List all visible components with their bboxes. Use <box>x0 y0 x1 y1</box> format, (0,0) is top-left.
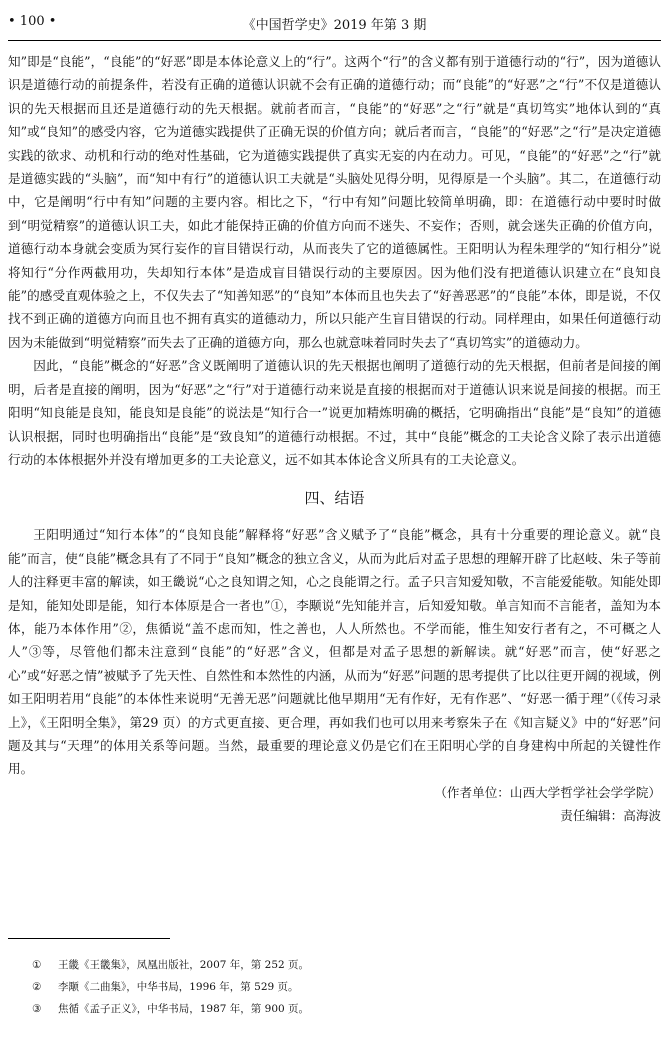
section-title: 四、结语 <box>304 489 365 508</box>
footnote-text: 焦循《孟子正义》，中华书局，1987 年，第 900 页。 <box>58 1003 310 1015</box>
footnote-mark: ① <box>32 959 42 971</box>
body-paragraph: 因此，“良能”概念的“好恶”含义既阐明了道德认识的先天根据也阐明了道德行动的先天根据，但前者是间接的阐明，后者是直接的阐明，因为“好恶”之“行”对于道德行动来说是直接的根据而对于道德认识来说是间接的根据。而王阳明“知良能是良知，能良知是良能”的说法是“知行合一”说更加精炼明确的概括，它明确指出“良能”是“良知”的道德认识根据，同时也明确指出“良能”是“致良知”的道德行动根据。不过，其中“良能”概念的工夫论含义除了表示出道德行动的本体根据外并没有增加更多的工夫论意义，远不如其本体论含义所具有的工夫论意义。 <box>8 358 661 467</box>
footnotes <box>32 954 309 1020</box>
page-number: • 100 • <box>8 14 57 29</box>
conclusion-paragraph: 王阳明通过“知行本体”的“良知良能”解释将“好恶”含义赋予了“良能”概念，具有十分重要的理论意义。就“良能”而言，使“良能”概念具有了不同于“良知”概念的独立含义，从而为此后对孟子思想的理解开辟了比赵岐、朱子等前人的注释更丰富的解读，如王畿说“心之良知谓之知，心之良能谓之行。孟子只言知爱知敬，不言能爱能敬。知能处即是知，能知处即是能，知行本体原是合一者也”①，李颙说“先知能并言，后知爱知敬。单言知而不言能者，盖知为本体，能乃本体作用”②，焦循说“盖不虑而知，性之善也，人人所然也。不学而能，惟生知安行者有之，不可概之人人”③等，尽管他们都未注意到“良能”的“好恶”含义，但都是对孟子思想的新解读。就“好恶”而言，使“好恶之心”或“好恶之情”被赋予了先天性、自然性和本然性的内涵，从而为“好恶”问题的思考提供了比以往更开阔的视域，例如王阳明若用“良能”的本体性来说明“无善无恶”问题就比他早期用“无有作好，无有作恶”、“好恶一循于理”（《传习录上》，《王阳明全集》，第29 页）的方式更直接、更合理，再如我们也可以用来考察朱子在《知言疑义》中的“好恶”问题及其与“天理”的体用关系等问题。当然，最重要的理论意义仍是它们在王阳明心学的自身建构中所起的关键性作用。 <box>8 527 661 777</box>
article-body <box>8 50 661 828</box>
footnote-text: 王畿《王畿集》，凤凰出版社，2007 年，第 252 页。 <box>58 959 310 971</box>
footnote <box>32 976 309 998</box>
footnote-mark: ③ <box>32 1003 42 1015</box>
author-affiliation: （作者单位：山西大学哲学社会学学院） <box>434 784 661 800</box>
journal-title: 《中国哲学史》2019 年第 3 期 <box>242 18 427 33</box>
responsible-editor: 责任编辑：高海波 <box>560 808 661 824</box>
footnote-text: 李颙《二曲集》，中华书局，1996 年，第 529 页。 <box>58 981 299 993</box>
running-header <box>8 14 661 40</box>
header-rule <box>8 40 661 41</box>
footnote <box>32 954 309 976</box>
body-paragraph: 知”即是“良能”，“良能”的“好恶”即是本体论意义上的“行”。这两个“行”的含义都有别于道德行动的“行”，因为道德认识是道德行动的前提条件，若没有正确的道德认识就不会有正确的道德行动；而“良能”的“好恶”之“行”不仅是道德认识的先天根据而且还是道德行动的先天根据。就前者而言，“良能”的“好恶”之“行”就是“真切笃实”地体认到的“真知”或“良知”的感受内容，它为道德实践提供了正确无误的价值方向；就后者而言，“良能”的“好恶”之“行”是决定道德实践的欲求、动机和行动的绝对性基础，它为道德实践提供了真实无妄的内在动力。可见，“良能”的“好恶”之“行”就是道德实践的“头脑”，而“知中有行”的道德认识工夫就是“头脑处见得分明，见得原是一个头脑”。其二，在道德行动中，它是阐明“行中有知”问题的主要内容。相比之下，“行中有知”问题比较简单明确，即：在道德行动中要时时做到“明觉精察”的道德认识工夫，如此才能保持正确的价值方向而不迷失、不妄作；否则，就会迷失正确的价值方向，道德行动本身就会变质为冥行妄作的盲目错误行动，从而丧失了它的道德属性。王阳明认为程朱理学的“知行相分”说将知行“分作两截用功，失却知行本体”是造成盲目错误行动的主要原因。因为他们没有把道德认识建立在“良知良能”的感受直观体验之上，不仅失去了“知善知恶”的“良知”本体而且也失去了“好善恶恶”的“良能”本体，即是说，不仅找不到正确的道德方向而且也不拥有真实的道德动力，所以只能产生盲目错误的行动。同样理由，如果任何道德行动因为未能做到“明觉精察”而失去了正确的道德方向，那么也就意味着同时失去了“真切笃实”的道德动力。 <box>8 54 661 350</box>
footnote <box>32 998 309 1020</box>
footnote-mark: ② <box>32 981 42 993</box>
footnote-rule <box>8 938 170 939</box>
